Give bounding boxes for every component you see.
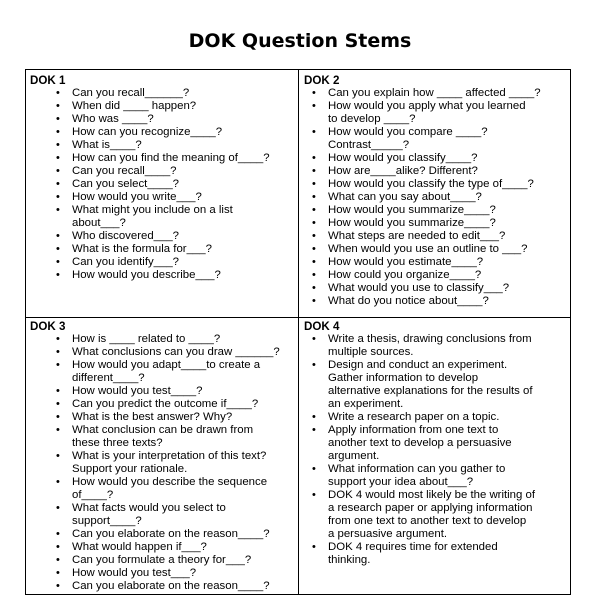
dok4-cell (304, 320, 569, 567)
dok3-item-line: What conclusion can be drawn from (72, 424, 254, 436)
dok2-item-line: How would you classify____? (328, 152, 478, 164)
dok3-item (72, 541, 296, 554)
dok2-item (328, 256, 569, 269)
dok1-item-line: Can you identify___? (72, 256, 180, 268)
dok3-item (72, 411, 296, 424)
dok4-item (328, 359, 569, 411)
dok3-item (72, 424, 296, 450)
dok2-item (328, 87, 569, 100)
dok2-item-line: How would you summarize____? (328, 204, 496, 216)
dok2-item (328, 282, 569, 295)
dok4-item (328, 411, 569, 424)
dok2-item-line: How would you compare ____? (328, 126, 488, 138)
dok2-item-line: What steps are needed to edit___? (328, 230, 506, 242)
dok2-list (304, 87, 569, 308)
dok3-item (72, 398, 296, 411)
dok1-item-line: about___? (72, 217, 126, 229)
dok4-item-line: Apply information from one text to (328, 424, 499, 436)
dok1-item (72, 126, 296, 139)
dok1-heading: DOK 1 (30, 74, 66, 87)
dok4-item (328, 424, 569, 463)
dok2-item (328, 217, 569, 230)
table-divider-horizontal (25, 317, 571, 318)
dok4-item (328, 463, 569, 489)
dok4-item (328, 541, 569, 567)
dok3-item (72, 385, 296, 398)
dok4-item-line: multiple sources. (328, 346, 414, 358)
dok1-item (72, 204, 296, 230)
dok4-item-line: thinking. (328, 554, 371, 566)
dok3-item-line: What is your interpretation of this text? (72, 450, 267, 462)
dok4-list (304, 333, 569, 567)
dok2-item (328, 269, 569, 282)
dok4-item-line: DOK 4 requires time for extended (328, 541, 498, 553)
dok3-item-line: What is the best answer? Why? (72, 411, 233, 423)
dok2-item (328, 230, 569, 243)
dok1-item (72, 269, 296, 282)
dok2-item-line: Can you explain how ____ affected ____? (328, 87, 541, 99)
dok2-item-line: Contrast_____? (328, 139, 410, 151)
dok3-item-line: How would you adapt____to create a (72, 359, 261, 371)
dok3-item-line: these three texts? (72, 437, 163, 449)
dok3-item (72, 450, 296, 476)
dok3-item (72, 502, 296, 528)
dok3-item (72, 554, 296, 567)
dok2-item (328, 100, 569, 126)
dok3-item (72, 359, 296, 385)
dok1-item (72, 243, 296, 256)
dok2-item-line: When would you use an outline to ___? (328, 243, 528, 255)
dok2-item (328, 295, 569, 308)
dok2-cell (304, 74, 569, 308)
dok2-item (328, 152, 569, 165)
dok3-item-line: Can you formulate a theory for___? (72, 554, 252, 566)
dok4-heading: DOK 4 (304, 320, 340, 333)
dok1-item-line: What is the formula for___? (72, 243, 212, 255)
dok3-item-line: of____? (72, 489, 114, 501)
page-title: DOK Question Stems (188, 30, 412, 52)
dok4-item-line: Write a research paper on a topic. (328, 411, 500, 423)
dok4-item-line: alternative explanations for the results of (328, 385, 533, 397)
dok1-item-line: What is____? (72, 139, 142, 151)
dok2-item (328, 243, 569, 256)
dok3-item-line: How would you describe the sequence (72, 476, 268, 488)
dok1-item-line: Can you recall______? (72, 87, 190, 99)
dok3-item-line: How would you test____? (72, 385, 203, 397)
dok4-item-line: another text to develop a persuasive (328, 437, 512, 449)
dok3-item-line: Can you elaborate on the reason____? (72, 528, 270, 540)
dok1-list (30, 87, 296, 282)
dok1-item (72, 178, 296, 191)
dok2-item-line: What would you use to classify___? (328, 282, 510, 294)
dok1-item-line: When did ____ happen? (72, 100, 197, 112)
dok3-item-line: support____? (72, 515, 142, 527)
dok3-item (72, 476, 296, 502)
dok2-item (328, 191, 569, 204)
dok3-item-line: Can you elaborate on the reason____? (72, 580, 270, 592)
dok1-item-line: How would you describe___? (72, 269, 221, 281)
dok3-item-line: different____? (72, 372, 145, 384)
dok1-item (72, 87, 296, 100)
dok1-cell (30, 74, 296, 282)
dok1-item-line: What might you include on a list (72, 204, 233, 216)
dok4-item-line: a research paper or applying information (328, 502, 533, 514)
dok3-cell (30, 320, 296, 593)
dok2-item-line: What do you notice about____? (328, 295, 489, 307)
dok1-item-line: Who discovered___? (72, 230, 180, 242)
dok4-item-line: support your idea about___? (328, 476, 474, 488)
dok3-item (72, 567, 296, 580)
dok4-item-line: Write a thesis, drawing conclusions from (328, 333, 532, 345)
dok2-item-line: How would you estimate____? (328, 256, 484, 268)
dok2-item (328, 204, 569, 217)
dok4-item-line: argument. (328, 450, 380, 462)
dok3-item-line: What would happen if___? (72, 541, 207, 553)
dok2-item (328, 165, 569, 178)
dok3-item-line: What facts would you select to (72, 502, 226, 514)
dok2-item (328, 126, 569, 152)
dok4-item-line: What information can you gather to (328, 463, 506, 475)
dok3-item-line: How is ____ related to ____? (72, 333, 221, 345)
dok1-item (72, 256, 296, 269)
dok1-item-line: How would you write___? (72, 191, 202, 203)
dok2-item-line: What can you say about____? (328, 191, 482, 203)
dok4-item (328, 333, 569, 359)
dok3-heading: DOK 3 (30, 320, 66, 333)
dok4-item-line: Design and conduct an experiment. (328, 359, 508, 371)
dok3-item (72, 333, 296, 346)
dok3-item-line: What conclusions can you draw ______? (72, 346, 280, 358)
dok1-item (72, 100, 296, 113)
dok1-item (72, 191, 296, 204)
dok2-item-line: How are____alike? Different? (328, 165, 478, 177)
dok3-item-line: How would you test___? (72, 567, 197, 579)
dok3-item-line: Support your rationale. (72, 463, 188, 475)
dok1-item (72, 139, 296, 152)
dok3-list (30, 333, 296, 593)
dok1-item-line: How can you find the meaning of____? (72, 152, 270, 164)
dok4-item (328, 489, 569, 541)
dok4-item-line: a persuasive argument. (328, 528, 448, 540)
dok2-item-line: How could you organize____? (328, 269, 482, 281)
dok1-item (72, 113, 296, 126)
dok1-item-line: Can you select____? (72, 178, 180, 190)
dok4-item-line: from one text to another text to develop (328, 515, 527, 527)
dok1-item-line: How can you recognize____? (72, 126, 223, 138)
dok2-item-line: How would you apply what you learned (328, 100, 526, 112)
dok2-item-line: How would you summarize____? (328, 217, 496, 229)
dok3-item (72, 346, 296, 359)
dok3-item (72, 528, 296, 541)
dok1-item (72, 152, 296, 165)
dok2-item-line: How would you classify the type of____? (328, 178, 534, 190)
dok3-item-line: Can you predict the outcome if____? (72, 398, 259, 410)
dok1-item-line: Who was ____? (72, 113, 154, 125)
dok1-item (72, 165, 296, 178)
dok1-item (72, 230, 296, 243)
dok4-item-line: an experiment. (328, 398, 404, 410)
dok1-item-line: Can you recall____? (72, 165, 177, 177)
dok3-item (72, 580, 296, 593)
dok2-item (328, 178, 569, 191)
table-divider-vertical (298, 69, 299, 595)
dok2-item-line: to develop ____? (328, 113, 416, 125)
dok2-heading: DOK 2 (304, 74, 340, 87)
dok4-item-line: DOK 4 would most likely be the writing of (328, 489, 536, 501)
dok4-item-line: Gather information to develop (328, 372, 479, 384)
